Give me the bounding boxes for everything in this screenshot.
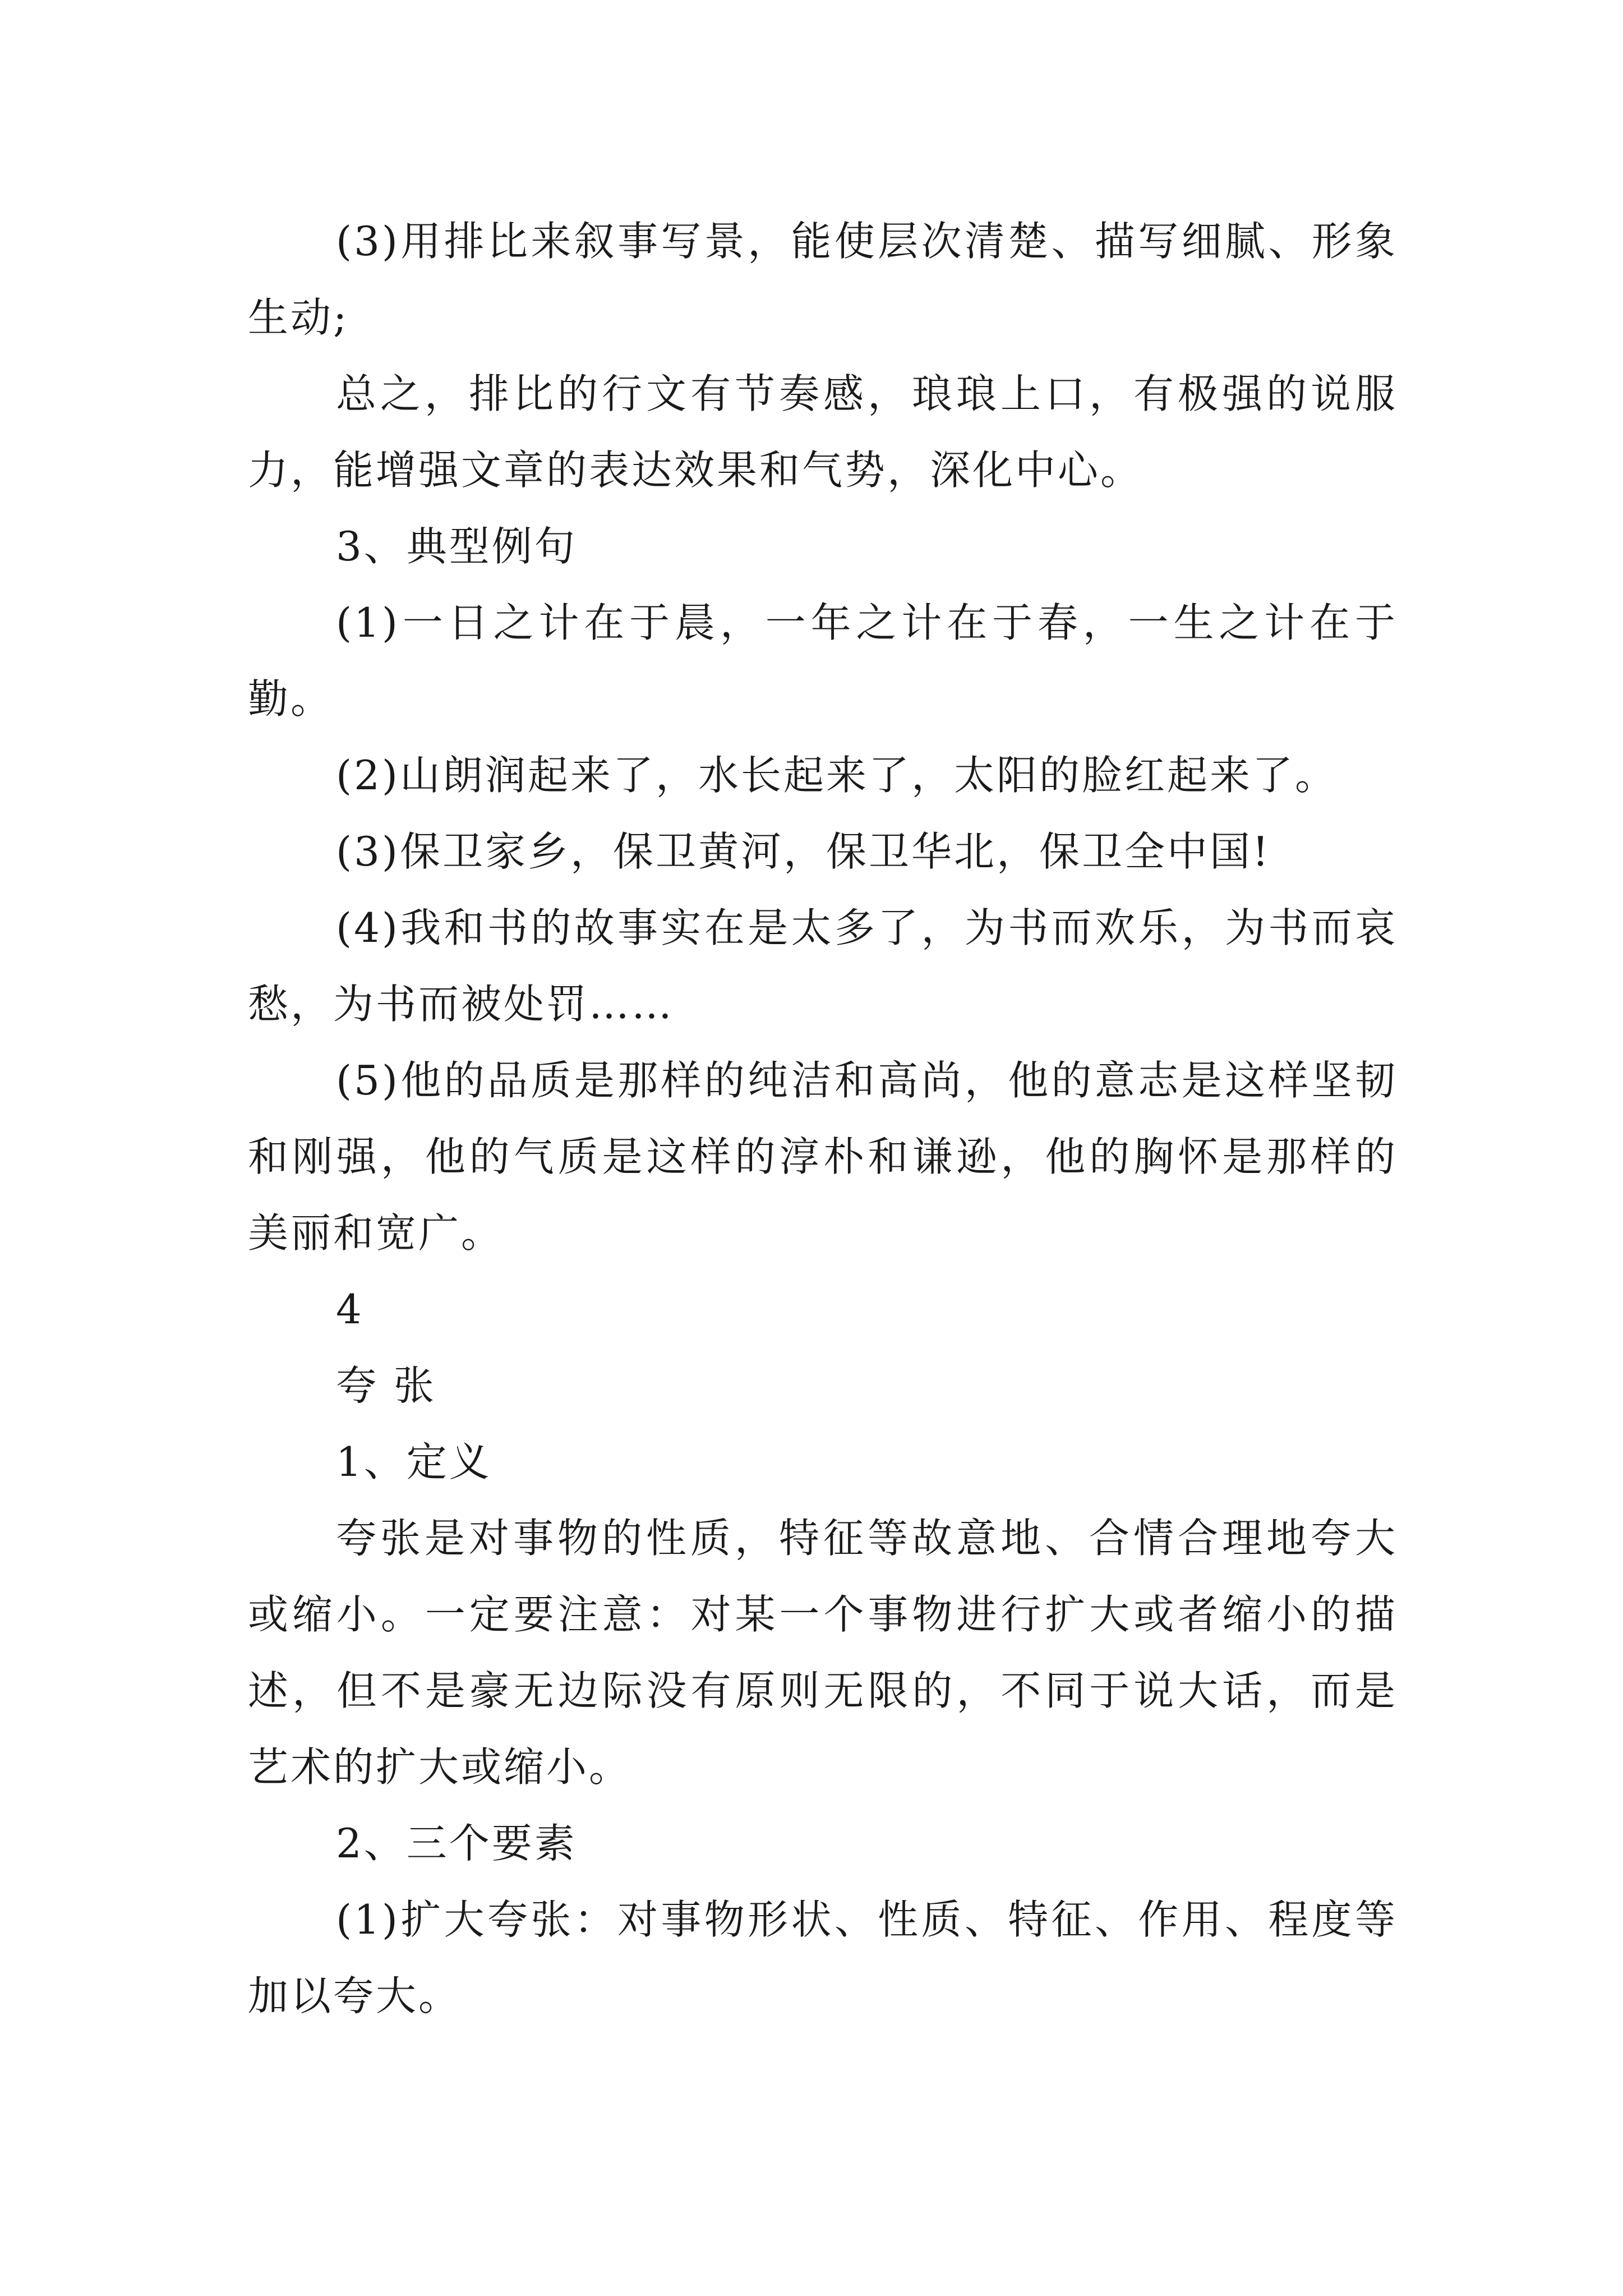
- example-sentence-3: (3)保卫家乡，保卫黄河，保卫华北，保卫全中国!: [336, 828, 1271, 875]
- chapter-title-hyperbole: 夸 张: [336, 1362, 436, 1409]
- paragraph-parallelism-narration: (3)用排比来叙事写景，能使层次清楚、描写细腻、形象生动;: [248, 218, 1398, 341]
- paragraph-parallelism-summary: 总之，排比的行文有节奏感，琅琅上口，有极强的说服力，能增强文章的表达效果和气势，深化中心。: [248, 370, 1398, 494]
- example-sentence-2: (2)山朗润起来了，水长起来了，太阳的脸红起来了。: [336, 752, 1338, 799]
- example-sentence-1: (1)一日之计在于晨，一年之计在于春，一生之计在于勤。: [248, 599, 1398, 723]
- section-heading-three-elements: 2、三个要素: [336, 1820, 577, 1867]
- example-sentence-4: (4)我和书的故事实在是太多了，为书而欢乐，为书而哀愁，为书而被处罚……: [248, 904, 1398, 1028]
- document-body: [248, 203, 1398, 2034]
- section-heading-definition: 1、定义: [336, 1438, 492, 1485]
- section-heading-typical-examples: 3、典型例句: [336, 523, 577, 570]
- example-sentence-5: (5)他的品质是那样的纯洁和高尚，他的意志是这样坚韧和刚强，他的气质是这样的淳朴和谦逊，他的胸怀是那样的美丽和宽广。: [248, 1057, 1398, 1257]
- paragraph-enlarging-hyperbole: (1)扩大夸张：对事物形状、性质、特征、作用、程度等加以夸大。: [248, 1896, 1398, 2019]
- chapter-number: 4: [336, 1286, 364, 1333]
- paragraph-hyperbole-definition: 夸张是对事物的性质，特征等故意地、合情合理地夸大或缩小。一定要注意：对某一个事物进行扩大或者缩小的描述，但不是豪无边际没有原则无限的，不同于说大话，而是艺术的扩大或缩小。: [248, 1515, 1398, 1791]
